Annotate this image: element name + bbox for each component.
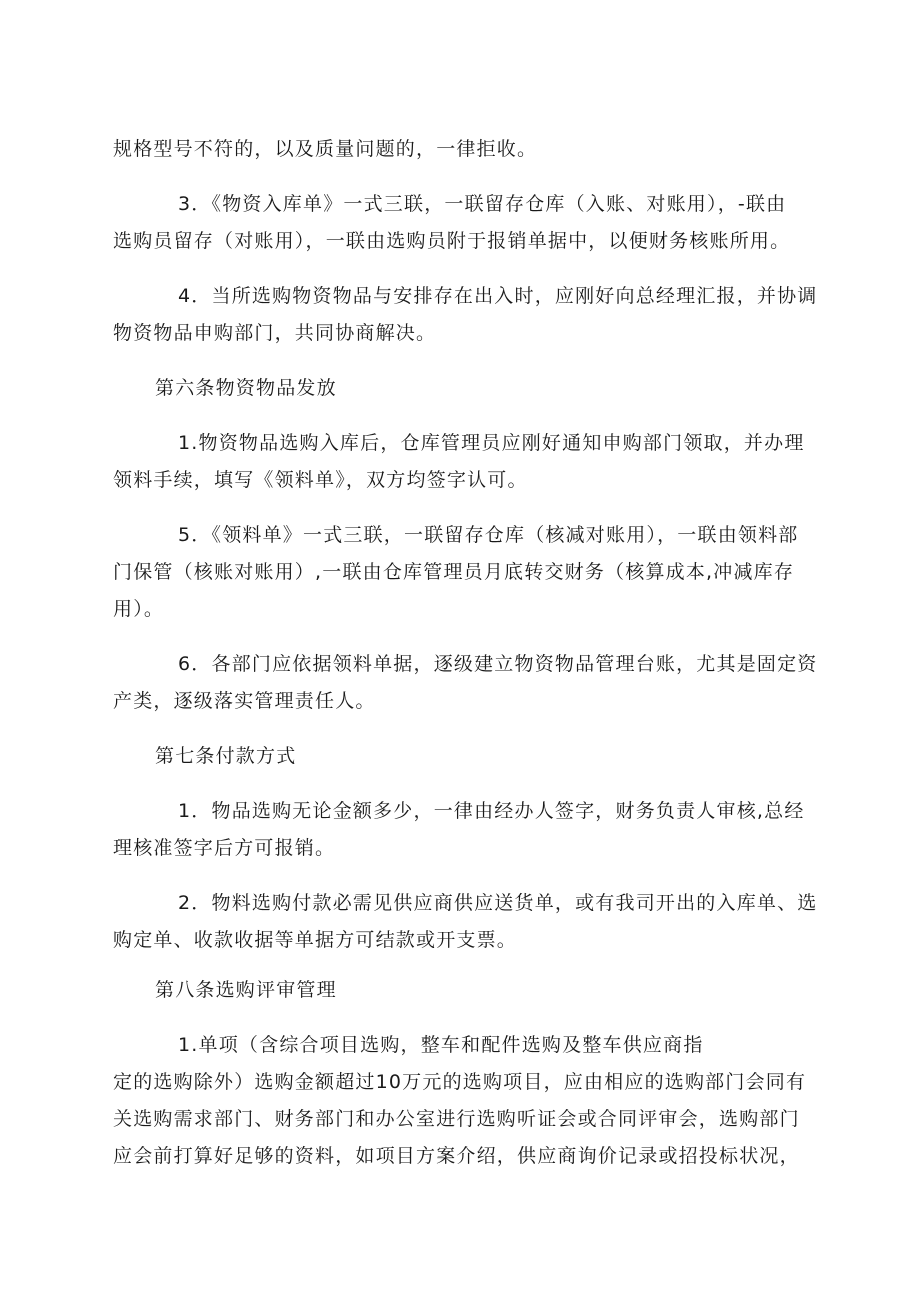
- paragraph-rejection-clause: [113, 131, 813, 168]
- item-1-material-issue: [113, 425, 813, 499]
- text-line: 购定单、收款收据等单据方可结款或开支票。: [113, 929, 518, 951]
- item-4-discrepancy: [113, 278, 818, 352]
- text-line: 应会前打算好足够的资料，如项目方案介绍，供应商询价记录或招投标状况，: [113, 1145, 800, 1167]
- item-1-payment-approval: [113, 793, 813, 867]
- text-line: 2．物料选购付款必需见供应商供应送货单，或有我司开出的入库单、选: [178, 892, 818, 914]
- text-line: 1.物资物品选购入库后，仓库管理员应刚好通知申购部门领取，并办理: [178, 432, 805, 454]
- text-line: 第八条选购评审管理: [155, 979, 337, 1001]
- text-line: 门保管（核账对账用）,一联由仓库管理员月底转交财务（核算成本,冲减库存: [113, 561, 795, 583]
- text-line: 第七条付款方式: [155, 745, 297, 767]
- item-2-payment-documents: [113, 885, 818, 959]
- item-5-requisition-form: [113, 517, 813, 628]
- article-8-heading: [113, 972, 813, 1009]
- text-line: 第六条物资物品发放: [155, 377, 337, 399]
- text-line: 用）。: [113, 598, 165, 620]
- text-line: 理核准签字后方可报销。: [113, 837, 336, 859]
- text-line: 规格型号不符的，以及质量问题的，一律拒收。: [113, 138, 538, 160]
- text-line: 4．当所选购物资物品与安排存在出入时，应刚好向总经理汇报，并协调: [178, 285, 818, 307]
- text-line: 6．各部门应依据领料单据，逐级建立物资物品管理台账，尤其是固定资: [178, 653, 818, 675]
- text-line: 定的选购除外）选购金额超过10万元的选购项目，应由相应的选购部门会同有: [113, 1071, 807, 1093]
- article-7-heading: [113, 738, 813, 775]
- item-3-warehouse-receipt: [113, 186, 813, 260]
- document-body: [113, 131, 818, 1175]
- text-line: 1．物品选购无论金额多少，一律由经办人签字，财务负责人审核,总经: [178, 800, 805, 822]
- text-line: 产类，逐级落实管理责任人。: [113, 690, 376, 712]
- text-line: 领料手续，填写《领料单》，双方均签字认可。: [113, 469, 528, 491]
- text-line: 物资物品申购部门，共同协商解决。: [113, 322, 437, 344]
- text-line: 1.单项（含综合项目选购，整车和配件选购及整车供应商指: [178, 1034, 704, 1056]
- text-line: 关选购需求部门、财务部门和办公室进行选购听证会或合同评审会，选购部门: [113, 1108, 800, 1130]
- item-1-procurement-review: [113, 1027, 813, 1175]
- text-line: 5．《领料单》一式三联，一联留存仓库（核减对账用），一联由领料部: [178, 524, 799, 546]
- text-line: 3．《物资入库单》一式三联，一联留存仓库（入账、对账用），-联由: [178, 193, 787, 215]
- item-6-ledger: [113, 646, 818, 720]
- text-line: 选购员留存（对账用），一联由选购员附于报销单据中，以便财务核账所用。: [113, 230, 791, 252]
- article-6-heading: [113, 370, 813, 407]
